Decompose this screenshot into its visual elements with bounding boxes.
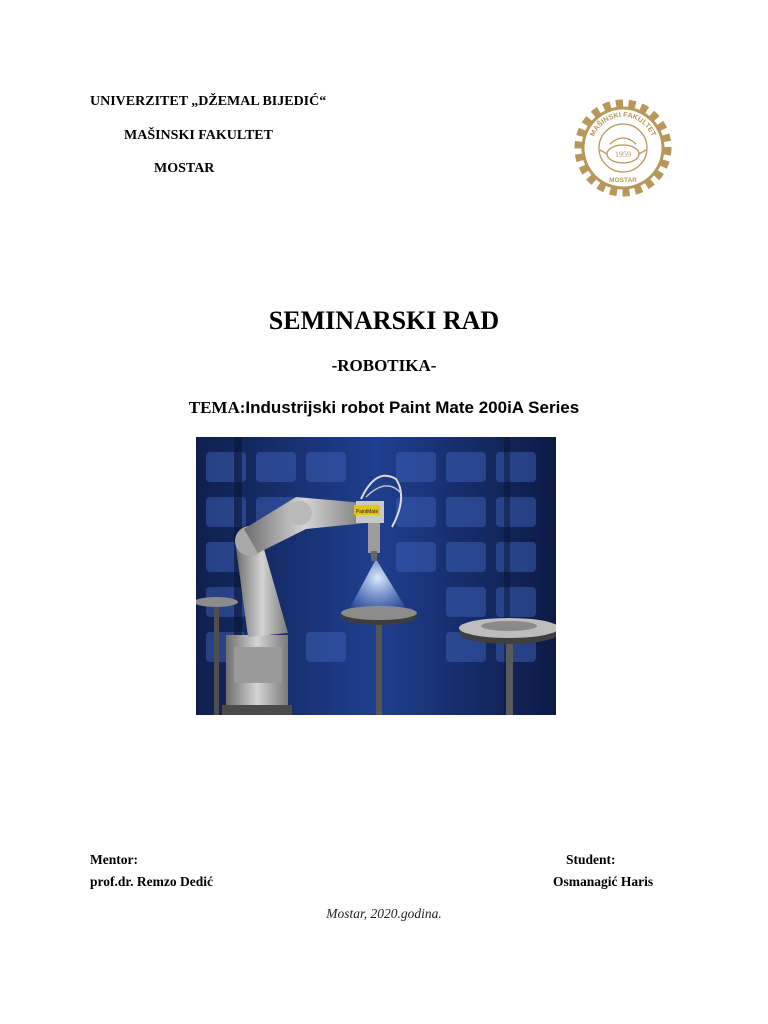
student-name: Osmanagić Haris [553,874,654,889]
mentor-label: Mentor: [90,852,138,867]
university-name: UNIVERZITET „DŽEMAL BIJEDIĆ“ [90,94,327,109]
logo-bottom-text: MOSTAR [609,177,637,184]
student-label: Student: [566,852,616,867]
city-name: MOSTAR [154,161,215,176]
faculty-logo [568,92,678,204]
subject-name: -ROBOTIKA- [331,356,437,375]
robot-photo [196,437,556,715]
place-and-date: Mostar, 2020.godina. [326,906,442,921]
mentor-name: prof.dr. Remzo Dedić [90,874,213,889]
topic-line [0,398,768,418]
topic-text: Industrijski robot Paint Mate 200iA Series [245,398,580,417]
robot-label: PaintMate [355,509,379,515]
logo-year: 1959 [615,150,631,159]
document-title: SEMINARSKI RAD [268,306,500,335]
topic-prefix: TEMA: [188,398,246,417]
faculty-name: MAŠINSKI FAKULTET [124,128,273,143]
logo-arc-text: MAŠINSKI FAKULTET [587,109,659,138]
